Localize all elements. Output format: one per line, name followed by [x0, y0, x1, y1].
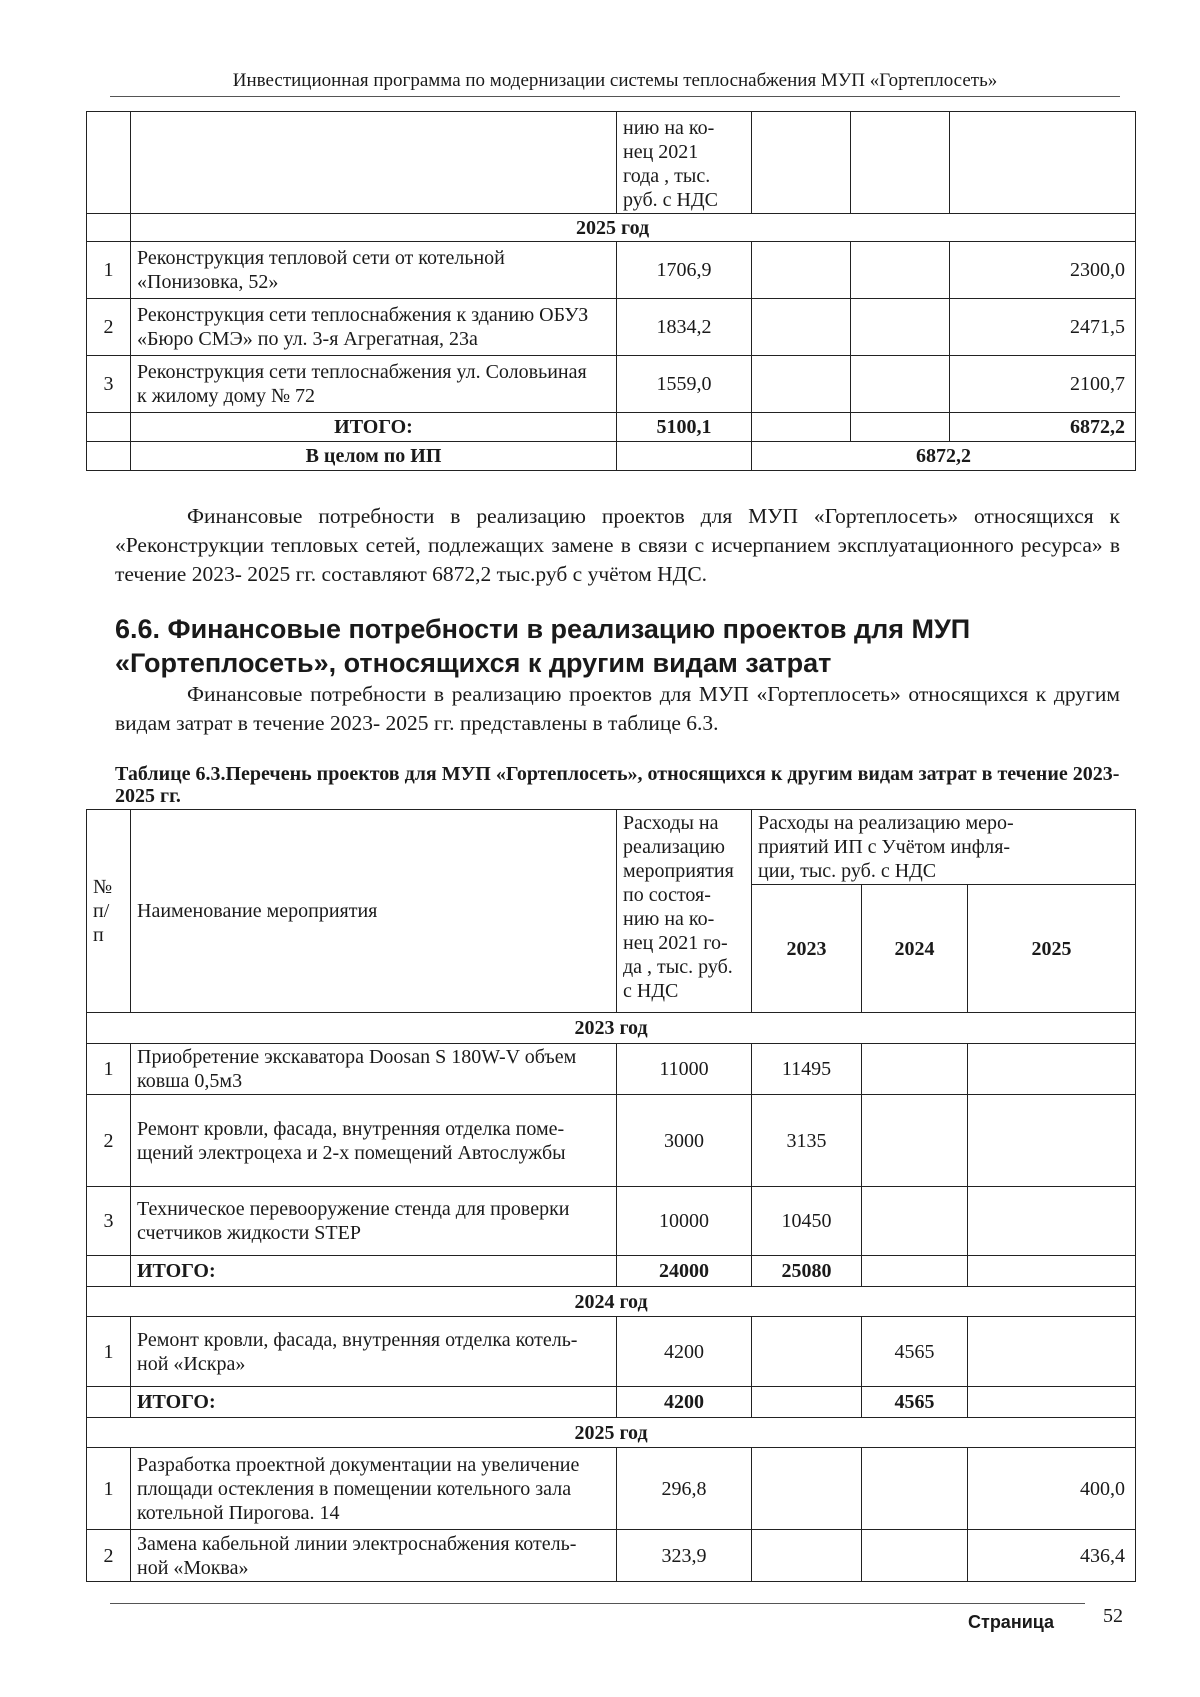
table-row: 2 Замена кабельной линии электроснабжения котель- ной «Моква» 323,9 436,4 — [87, 1530, 1136, 1582]
continued-table — [86, 111, 1136, 471]
section-paragraph: Финансовые потребности в реализацию проектов для МУП «Гортеплосеть» относящихся к другим видам затрат в течение 2023- 2025 гг. представлены в таблице 6.3. — [115, 682, 1120, 735]
year-row-2025: 2025 год — [131, 214, 1136, 242]
header-num: № п/ п — [87, 810, 131, 1013]
table-row: 1 Ремонт кровли, фасада, внутренняя отделка котель- ной «Искра» 4200 4565 — [87, 1317, 1136, 1387]
footer-divider — [110, 1603, 1085, 1604]
header-year-2023: 2023 — [752, 885, 862, 1013]
table-row: 1 Разработка проектной документации на увеличение площади остекления в помещении котельного зала котельной Пирогова. 14 296,8 400,0 — [87, 1448, 1136, 1530]
table-caption: Таблице 6.3.Перечень проектов для МУП «Гортеплосеть», относящихся к другим видам затрат в течение 2023- 2025 гг. — [115, 763, 1120, 807]
table-row: 1 Приобретение экскаватора Doosan S 180W-V объем ковша 0,5м3 11000 11495 — [87, 1044, 1136, 1095]
header-divider — [110, 96, 1120, 97]
table-row: 2 Ремонт кровли, фасада, внутренняя отделка поме- щений электроцеха и 2-х помещений Автослужбы 3000 3135 — [87, 1095, 1136, 1187]
year-row-2024: 2024 год — [87, 1287, 1136, 1317]
table-row: 3 Техническое перевооружение стенда для проверки счетчиков жидкости STEP 10000 10450 — [87, 1187, 1136, 1256]
table-6-3 — [86, 809, 1136, 1582]
page-number: 52 — [1103, 1605, 1123, 1627]
header-year-2024: 2024 — [862, 885, 968, 1013]
total-row: ИТОГО: 4200 4565 — [87, 1387, 1136, 1418]
table-row: 1 Реконструкция тепловой сети от котельной «Понизовка, 52» 1706,9 2300,0 — [87, 242, 1136, 299]
header-inflation: Расходы на реализацию меро- приятий ИП с Учётом инфля- ции, тыс. руб. с НДС — [752, 810, 1136, 885]
total-row: ИТОГО: 24000 25080 — [87, 1256, 1136, 1287]
paragraph-summary: Финансовые потребности в реализацию проектов для МУП «Гортеплосеть» относящихся к «Реконструкции тепловых сетей, подлежащих замене в связи с исчерпанием эксплуатационного ресурса» в течение 2023- 2025 гг. составляют 6872,2 тыс.руб с учётом НДС. — [115, 504, 1120, 586]
header-fragment: нию на ко- нец 2021 года , тыс. руб. с НДС — [617, 112, 752, 214]
year-row-2023: 2023 год — [87, 1013, 1136, 1044]
year-row-2025: 2025 год — [87, 1418, 1136, 1448]
running-header: Инвестиционная программа по модернизации системы теплоснабжения МУП «Гортеплосеть» — [232, 70, 998, 91]
section-title: 6.6. Финансовые потребности в реализацию проектов для МУП «Гортеплосеть», относящихся к другим видам затрат — [115, 614, 971, 678]
footer-page-label: Страница — [968, 1612, 1055, 1632]
table-row: 2 Реконструкция сети теплоснабжения к зданию ОБУЗ «Бюро СМЭ» по ул. 3-я Агрегатная, 23а 1834,2 2471,5 — [87, 299, 1136, 356]
header-year-2025: 2025 — [968, 885, 1136, 1013]
header-name: Наименование мероприятия — [131, 810, 617, 1013]
header-base: Расходы на реализацию мероприятия по состоя- нию на ко- нец 2021 го- да , тыс. руб. с НДС — [617, 810, 752, 1013]
overall-row: В целом по ИП 6872,2 — [87, 442, 1136, 471]
table-row: 3 Реконструкция сети теплоснабжения ул. Соловьиная к жилому дому № 72 1559,0 2100,7 — [87, 356, 1136, 413]
total-row: ИТОГО: 5100,1 6872,2 — [87, 413, 1136, 442]
